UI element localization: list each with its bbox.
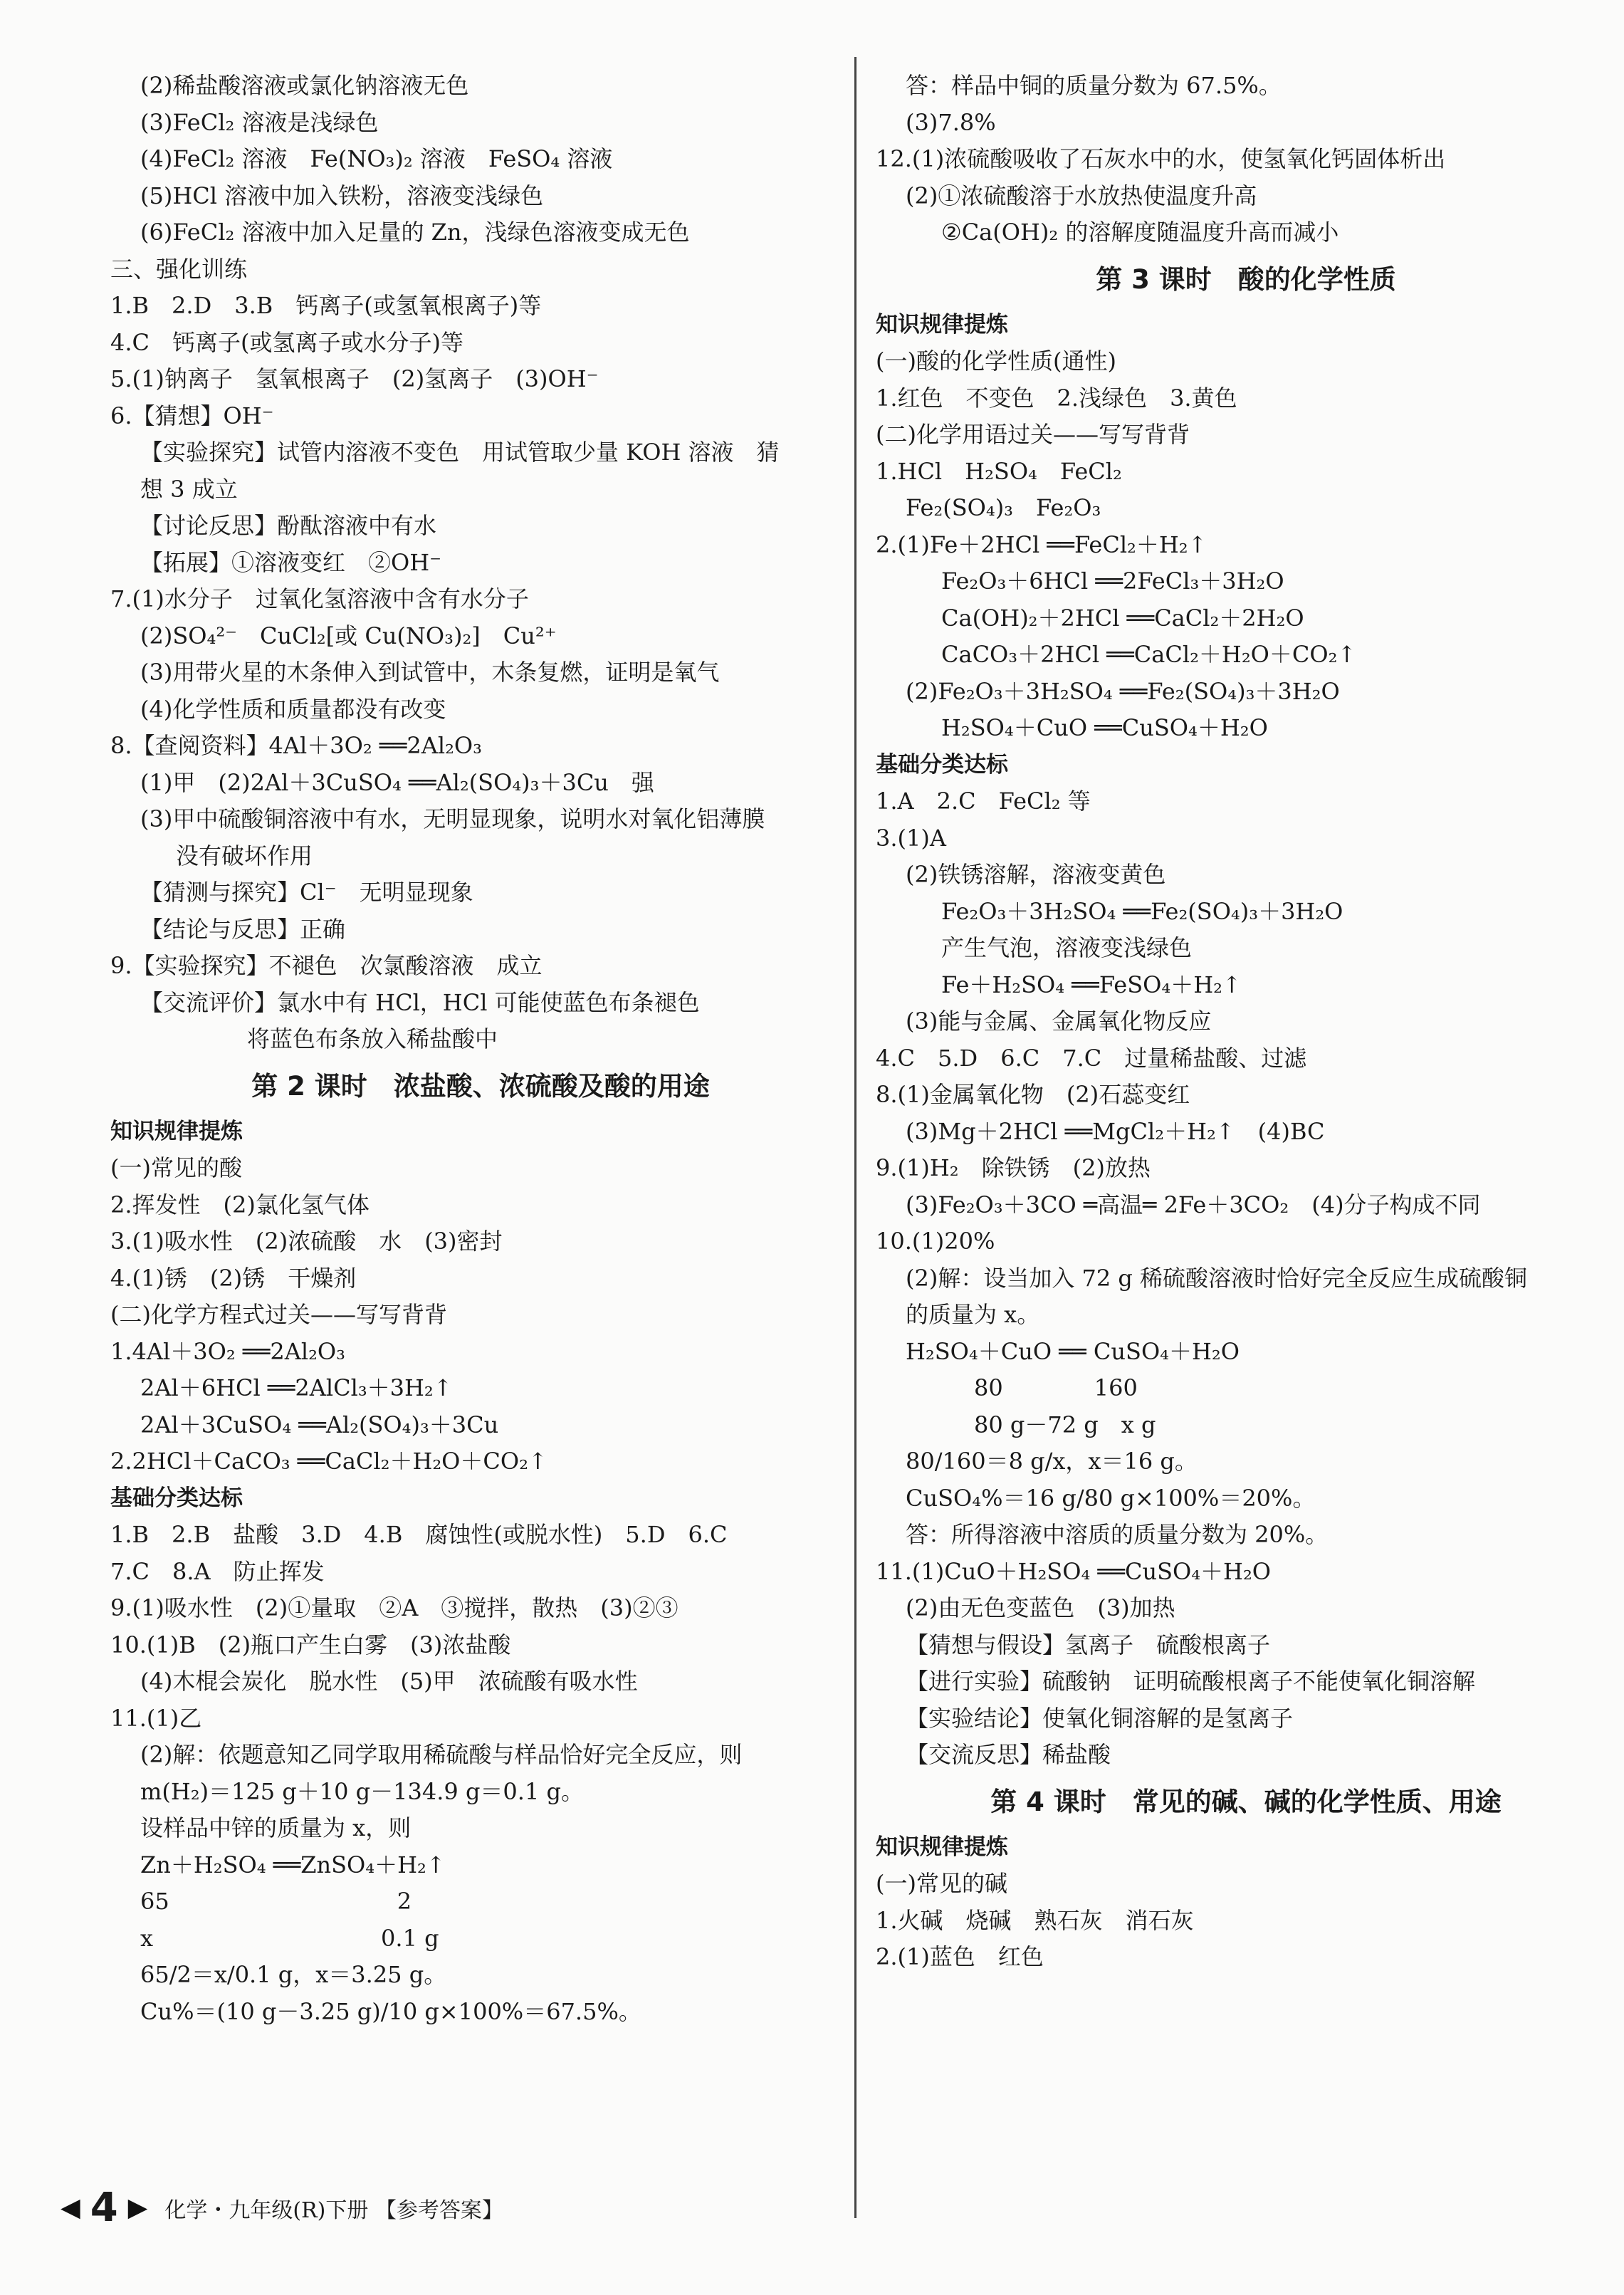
answer-line: 【交流反思】稀盐酸 — [906, 1741, 1111, 1768]
answer-line: 的质量为 x。 — [906, 1301, 1040, 1328]
answer-line: Fe₂(SO₄)₃ Fe₂O₃ — [906, 494, 1101, 521]
answer-line: x 0.1 g — [140, 1924, 439, 1952]
subsection-label: 基础分类达标 — [110, 1485, 243, 1511]
answer-line: 1.红色 不变色 2.浅绿色 3.黄色 — [876, 384, 1237, 412]
answer-line: (4)木棍会炭化 脱水性 (5)甲 浓硫酸有吸水性 — [140, 1668, 638, 1695]
subsection-label: 知识规律提炼 — [110, 1118, 243, 1144]
answer-line: Fe＋H₂SO₄ ══FeSO₄＋H₂↑ — [941, 971, 1242, 998]
answer-line: (2)①浓硫酸溶于水放热使温度升高 — [906, 182, 1257, 209]
answer-line: 3.(1)吸水性 (2)浓硫酸 水 (3)密封 — [110, 1228, 503, 1255]
answer-line: 7.C 8.A 防止挥发 — [110, 1557, 325, 1585]
answer-line: Zn＋H₂SO₄ ══ZnSO₄＋H₂↑ — [140, 1851, 446, 1878]
answer-line: 答：样品中铜的质量分数为 67.5%。 — [906, 72, 1282, 99]
answer-line: 10.(1)20% — [876, 1228, 995, 1255]
answer-line: 2.2HCl＋CaCO₃ ══CaCl₂＋H₂O＋CO₂↑ — [110, 1448, 548, 1475]
answer-line: 8.(1)金属氧化物 (2)石蕊变红 — [876, 1081, 1190, 1108]
answer-line: 4.C 5.D 6.C 7.C 过量稀盐酸、过滤 — [876, 1044, 1307, 1072]
answer-line: (2)由无色变蓝色 (3)加热 — [906, 1594, 1175, 1621]
answer-line: 9.(1)吸水性 (2)①量取 ②A ③搅拌，散热 (3)②③ — [110, 1594, 679, 1621]
footer-text: 化学・九年级(R)下册 【参考答案】 — [164, 2197, 503, 2223]
page-number: 4 — [90, 2185, 118, 2231]
answer-line: Ca(OH)₂＋2HCl ══CaCl₂＋2H₂O — [941, 604, 1304, 632]
answer-line: 65/2＝x/0.1 g，x＝3.25 g。 — [140, 1961, 447, 1988]
answer-line: 4.(1)锈 (2)锈 干燥剂 — [110, 1264, 357, 1292]
answer-line: Fe₂O₃＋6HCl ══2FeCl₃＋3H₂O — [941, 568, 1284, 595]
answer-line: (3)用带火星的木条伸入到试管中，木条复燃，证明是氧气 — [140, 659, 720, 686]
answer-line: 【实验结论】使氧化铜溶解的是氢离子 — [906, 1704, 1294, 1732]
answer-line: (3)7.8% — [906, 108, 996, 136]
answer-line: 3.(1)A — [876, 824, 946, 852]
answer-line: 2Al＋3CuSO₄ ══Al₂(SO₄)₃＋3Cu — [140, 1411, 499, 1438]
answer-line: (3)Mg＋2HCl ══MgCl₂＋H₂↑ (4)BC — [906, 1117, 1325, 1145]
answer-line: 11.(1)CuO＋H₂SO₄ ══CuSO₄＋H₂O — [876, 1557, 1272, 1585]
answer-line: 65 2 — [140, 1888, 412, 1915]
answer-line: (二)化学方程式过关——写写背背 — [110, 1301, 447, 1328]
answer-line: 80/160＝8 g/x，x＝16 g。 — [906, 1448, 1198, 1475]
answer-line: CaCO₃＋2HCl ══CaCl₂＋H₂O＋CO₂↑ — [941, 641, 1357, 668]
answer-line: 没有破坏作用 — [176, 842, 313, 869]
answer-line: (一)常见的碱 — [876, 1870, 1007, 1897]
answer-line: (1)甲 (2)2Al＋3CuSO₄ ══Al₂(SO₄)₃＋3Cu 强 — [140, 768, 654, 796]
answer-line: 2.挥发性 (2)氯化氢气体 — [110, 1191, 370, 1218]
answer-line: Fe₂O₃＋3H₂SO₄ ══Fe₂(SO₄)₃＋3H₂O — [941, 897, 1343, 925]
section-heading: 第 4 课时 常见的碱、碱的化学性质、用途 — [990, 1786, 1502, 1817]
answer-line: m(H₂)＝125 g＋10 g－134.9 g＝0.1 g。 — [140, 1777, 584, 1805]
answer-line: 【交流评价】氯水中有 HCl，HCl 可能使蓝色布条褪色 — [140, 988, 700, 1016]
answer-line: 1.A 2.C FeCl₂ 等 — [876, 788, 1091, 815]
answer-line: (2)SO₄²⁻ CuCl₂[或 Cu(NO₃)₂] Cu²⁺ — [140, 622, 557, 649]
answer-line: 9.【实验探究】不褪色 次氯酸溶液 成立 — [110, 952, 543, 979]
answer-line: 1.B 2.D 3.B 钙离子(或氢氧根离子)等 — [110, 292, 542, 319]
right-column — [876, 68, 1616, 1976]
answer-line: 80 160 — [906, 1374, 1138, 1401]
section-heading: 第 3 课时 酸的化学性质 — [1096, 263, 1396, 295]
answer-line: 10.(1)B (2)瓶口产生白雾 (3)浓盐酸 — [110, 1631, 511, 1658]
answer-line: (5)HCl 溶液中加入铁粉，溶液变浅绿色 — [140, 182, 544, 209]
answer-line: 【进行实验】硫酸钠 证明硫酸根离子不能使氧化铜溶解 — [906, 1668, 1476, 1695]
answer-line: (4)化学性质和质量都没有改变 — [140, 695, 446, 723]
subsection-label: 知识规律提炼 — [876, 311, 1008, 338]
answer-line: 2Al＋6HCl ══2AlCl₃＋3H₂↑ — [140, 1374, 453, 1401]
answer-line: 8.【查阅资料】4Al＋3O₂ ══2Al₂O₃ — [110, 732, 482, 759]
answer-line: 6.【猜想】OH⁻ — [110, 402, 274, 429]
answer-line: Cu%＝(10 g－3.25 g)/10 g×100%＝67.5%。 — [140, 1997, 641, 2025]
answer-line: 【实验探究】试管内溶液不变色 用试管取少量 KOH 溶液 猜 — [140, 439, 780, 466]
answer-line: (2)解：依题意知乙同学取用稀硫酸与样品恰好完全反应，则 — [140, 1741, 743, 1768]
left-column — [110, 68, 851, 2030]
answer-line: 1.火碱 烧碱 熟石灰 消石灰 — [876, 1906, 1194, 1934]
answer-line: (4)FeCl₂ 溶液 Fe(NO₃)₂ 溶液 FeSO₄ 溶液 — [140, 145, 613, 172]
answer-line: 12.(1)浓硫酸吸收了石灰水中的水，使氢氧化钙固体析出 — [876, 145, 1446, 172]
answer-line: H₂SO₄＋CuO ══ CuSO₄＋H₂O — [906, 1337, 1240, 1365]
subsection-label: 基础分类达标 — [876, 751, 1008, 778]
answer-line: (3)甲中硫酸铜溶液中有水，无明显现象，说明水对氧化铝薄膜 — [140, 805, 765, 832]
answer-line: 9.(1)H₂ 除铁锈 (2)放热 — [876, 1154, 1151, 1181]
answer-line: 7.(1)水分子 过氧化氢溶液中含有水分子 — [110, 585, 529, 612]
answer-line: 【猜想与假设】氢离子 硫酸根离子 — [906, 1631, 1271, 1658]
subsection-label: 知识规律提炼 — [876, 1834, 1008, 1860]
answer-line: 答：所得溶液中溶质的质量分数为 20%。 — [906, 1521, 1329, 1548]
answer-line: (3)FeCl₂ 溶液是浅绿色 — [140, 108, 379, 136]
answer-line: 将蓝色布条放入稀盐酸中 — [247, 1025, 498, 1052]
next-arrow-icon: ▶ — [127, 2193, 148, 2222]
answer-line: 【拓展】①溶液变红 ②OH⁻ — [140, 548, 442, 576]
answer-line: (2)铁锈溶解，溶液变黄色 — [906, 861, 1166, 888]
answer-line: 2.(1)蓝色 红色 — [876, 1943, 1044, 1970]
answer-line: ②Ca(OH)₂ 的溶解度随温度升高而减小 — [941, 219, 1339, 246]
answer-line: 11.(1)乙 — [110, 1704, 202, 1732]
answer-line: 5.(1)钠离子 氢氧根离子 (2)氢离子 (3)OH⁻ — [110, 365, 599, 392]
section-heading: 第 2 课时 浓盐酸、浓硫酸及酸的用途 — [251, 1070, 710, 1102]
answer-line: 设样品中锌的质量为 x，则 — [140, 1814, 412, 1841]
answer-line: (2)Fe₂O₃＋3H₂SO₄ ══Fe₂(SO₄)₃＋3H₂O — [906, 677, 1340, 705]
answer-line: 【讨论反思】酚酞溶液中有水 — [140, 512, 437, 539]
answer-line: 1.HCl H₂SO₄ FeCl₂ — [876, 457, 1122, 485]
answer-line: (6)FeCl₂ 溶液中加入足量的 Zn，浅绿色溶液变成无色 — [140, 219, 690, 246]
answer-line: 4.C 钙离子(或氢离子或水分子)等 — [110, 328, 463, 356]
answer-line: 三、强化训练 — [110, 255, 248, 283]
column-divider — [854, 57, 856, 2218]
answer-line: 【结论与反思】正确 — [140, 915, 346, 943]
answer-line: 产生气泡，溶液变浅绿色 — [941, 934, 1193, 961]
answer-line: 1.4Al＋3O₂ ══2Al₂O₃ — [110, 1337, 345, 1365]
answer-line: 80 g－72 g x g — [906, 1411, 1156, 1438]
answer-line: H₂SO₄＋CuO ══CuSO₄＋H₂O — [941, 714, 1268, 741]
answer-line: (3)能与金属、金属氧化物反应 — [906, 1008, 1212, 1035]
answer-line: (一)酸的化学性质(通性) — [876, 347, 1116, 375]
answer-line: (2)解：设当加入 72 g 稀硫酸溶液时恰好完全反应生成硫酸铜 — [906, 1264, 1528, 1292]
answer-line: (3)Fe₂O₃＋3CO ═高温═ 2Fe＋3CO₂ (4)分子构成不同 — [906, 1191, 1481, 1218]
answer-line: CuSO₄%＝16 g/80 g×100%＝20%。 — [906, 1484, 1316, 1512]
answer-line: 2.(1)Fe＋2HCl ══FeCl₂＋H₂↑ — [876, 530, 1207, 558]
page-footer — [61, 2185, 503, 2231]
answer-line: (一)常见的酸 — [110, 1154, 242, 1181]
answer-line: (2)稀盐酸溶液或氯化钠溶液无色 — [140, 72, 469, 99]
answer-line: 1.B 2.B 盐酸 3.D 4.B 腐蚀性(或脱水性) 5.D 6.C — [110, 1521, 728, 1548]
answer-line: (二)化学用语过关——写写背背 — [876, 421, 1190, 448]
prev-arrow-icon: ◀ — [61, 2193, 80, 2222]
answer-line: 想 3 成立 — [140, 475, 238, 503]
answer-line: 【猜测与探究】Cl⁻ 无明显现象 — [140, 879, 473, 906]
